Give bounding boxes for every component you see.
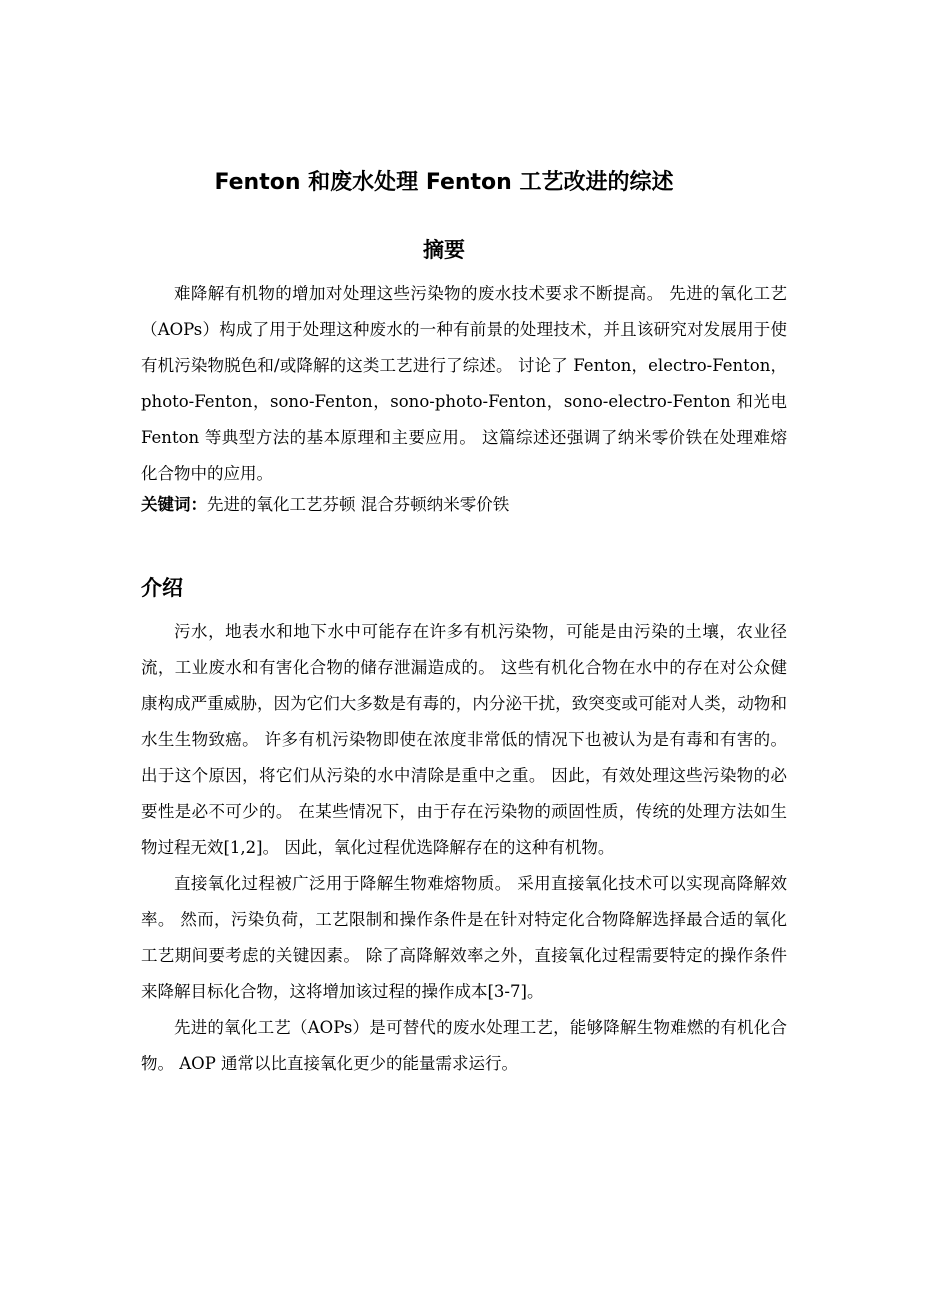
introduction-paragraph-2: 直接氧化过程被广泛用于降解生物难熔物质。 采用直接氧化技术可以实现高降解效率。 然而，污染负荷，工艺限制和操作条件是在针对特定化合物降解选择最合适的氧化工艺期间要考虑的关键因素。 除了高降解效率之外，直接氧化过程需要特定的操作条件来降解目标化合物，这将增加该过程的操作成本[3-7]。	[141, 874, 787, 1001]
keywords-line	[141, 492, 787, 518]
keywords-label: 关键词：	[141, 495, 207, 514]
introduction-heading: 介绍	[141, 576, 183, 600]
abstract-heading: 摘要	[423, 238, 465, 262]
abstract-section	[141, 276, 787, 518]
keywords-text: 先进的氧化工艺芬顿 混合芬顿纳米零价铁	[207, 495, 510, 514]
introduction-paragraph-1: 污水，地表水和地下水中可能存在许多有机污染物，可能是由污染的土壤，农业径流，工业废水和有害化合物的储存泄漏造成的。 这些有机化合物在水中的存在对公众健康构成严重威胁，因为它们大多数是有毒的，内分泌干扰，致突变或可能对人类，动物和水生生物致癌。 许多有机污染物即使在浓度非常低的情况下也被认为是有毒和有害的。 出于这个原因，将它们从污染的水中清除是重中之重。 因此，有效处理这些污染物的必要性是必不可少的。 在某些情况下，由于存在污染物的顽固性质，传统的处理方法如生物过程无效[1,2]。 因此，氧化过程优选降解存在的这种有机物。	[141, 622, 787, 857]
document-title: Fenton 和废水处理 Fenton 工艺改进的综述	[214, 170, 674, 195]
introduction-section	[141, 614, 787, 1082]
abstract-paragraph: 难降解有机物的增加对处理这些污染物的废水技术要求不断提高。 先进的氧化工艺（AOPs）构成了用于处理这种废水的一种有前景的处理技术，并且该研究对发展用于使有机污染物脱色和/或降解的这类工艺进行了综述。 讨论了 Fenton，electro-Fenton，photo-Fenton，sono-Fenton，sono-photo-Fenton，sono-electro-Fenton 和光电 Fenton 等典型方法的基本原理和主要应用。 这篇综述还强调了纳米零价铁在处理难熔化合物中的应用。	[141, 284, 787, 483]
introduction-paragraph-3: 先进的氧化工艺（AOPs）是可替代的废水处理工艺，能够降解生物难燃的有机化合物。 AOP 通常以比直接氧化更少的能量需求运行。	[141, 1018, 787, 1073]
